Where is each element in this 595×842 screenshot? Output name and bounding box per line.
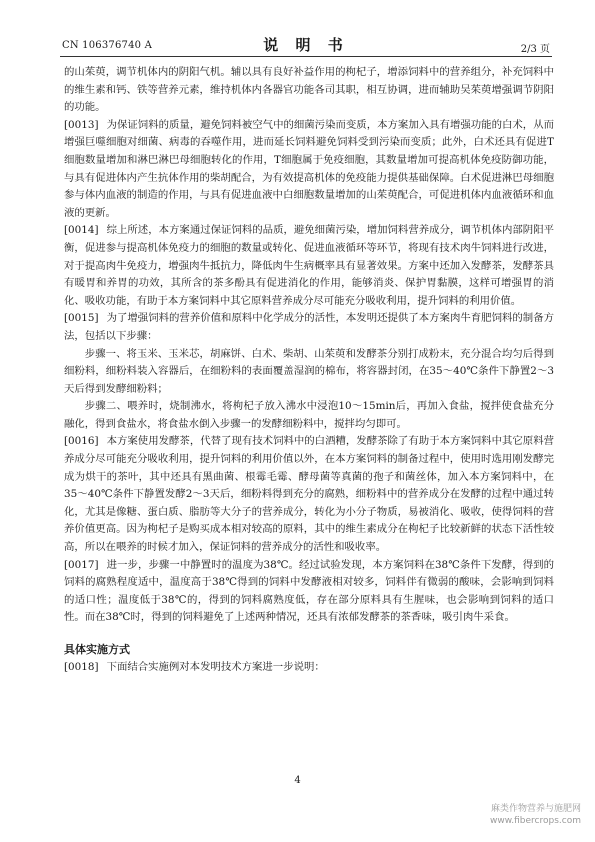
paragraph-number: [0016] — [64, 435, 99, 448]
paragraph-number: [0013] — [64, 118, 99, 131]
paragraph-text: 进一步，步骤一中静置时的温度为38℃。经过试验发现，本方案饲料在38℃条件下发酵，得到的饲料的腐熟程度适中，温度高于38℃得到的饲料中发酵液相对较多，饲料伴有微弱的酸味，会影响到饲料的适口性；温度低于38℃的，得到的饲料腐熟度低，存在部分原料具有生腥味，也会影响到饲料的适口性。而在38℃时，得到的饲料避免了上述两种情况，还具有浓郁发酵茶的茶香味，吸引肉牛采食。 — [64, 558, 554, 624]
watermark-site-name: 麻类作物营养与施肥网 — [490, 804, 581, 814]
paragraph-number: [0017] — [64, 558, 99, 571]
section-heading: 具体实施方式 — [64, 643, 130, 656]
paragraph-0013 — [64, 117, 554, 223]
paragraph-number: [0018] — [64, 661, 99, 673]
watermark-url: www.fibercrops.com — [490, 816, 581, 826]
document-body — [64, 64, 554, 677]
document-title: 说 明 书 — [263, 36, 349, 54]
publication-number: CN 106376740 A — [62, 40, 153, 51]
step-one: 步骤一、将玉米、玉米芯，胡麻饼、白术、柴胡、山茱萸和发酵茶分别打成粉末，充分混合均匀后得到细粉料，细粉料装入容器后，在细粉料的表面覆盖湿润的棉布，将容器封闭，在35～40℃条件下静置2～3天后得到发酵细粉料； — [64, 347, 554, 395]
step-two: 步骤二、喂养时，烧制沸水，将枸杞子放入沸水中浸泡10～15min后，再加入食盐，搅拌使食盐充分融化，得到食盐水，将食盐水倒入步骤一的发酵细粉料中，搅拌均匀即可。 — [64, 400, 554, 430]
page-indicator: 2/3 页 — [520, 44, 550, 55]
paragraph-0017 — [64, 557, 554, 627]
paragraph-text: 综上所述，本方案通过保证饲料的品质，避免细菌污染，增加饲料营养成分，调节机体内部阴阳平衡，促进参与提高机体免疫力的细胞的数量或转化、促进血液循环等环节，将现有技术肉牛饲料进行改进，对于提高肉牛免疫力，增强肉牛抵抗力，降低肉牛生病概率具有显著效果。方案中还加入发酵茶，发酵茶具有暖胃和养胃的功效，其所含的茶多酚具有促进消化的作用，能够消炎、保护胃黏膜，这样可增强胃的消化、吸收功能，有助于本方案饲料中其它原料营养成分尽可能充分吸收利用，提升饲料的利用价值。 — [64, 224, 554, 307]
watermark — [490, 803, 581, 827]
paragraph-text: 下面结合实施例对本发明技术方案进一步说明： — [106, 661, 325, 673]
paragraph-0016 — [64, 433, 554, 556]
paragraph-text: 为保证饲料的质量，避免饲料被空气中的细菌污染而变质，本方案加入具有增强功能的白术，从而增强巨噬细胞对细菌、病毒的吞噬作用，进而延长饲料避免饲料受到污染而变质；此外，白术还具有促进T细胞数量增加和淋巴淋巴母细胞转化的作用，T细胞属于免疫细胞，其数量增加可提高机体免疫防御功能，与具有促进体内产生抗体作用的柴胡配合，为有效提高机体的免疫能力提供基础保障。白术促进淋巴母细胞参与体内血液的制造的作用，与具有促进血液中白细胞数量增加的山茱萸配合，可促进机体内血液循环和血液的更新。 — [64, 118, 554, 219]
page-number: 4 — [294, 775, 301, 786]
paragraph-text: 为了增强饲料的营养价值和原料中化学成分的活性，本发明还提供了本方案肉牛育肥饲料的制备方法，包括以下步骤： — [64, 312, 554, 342]
paragraph-0018 — [64, 659, 554, 677]
header-rule — [60, 56, 552, 57]
paragraph-text: 本方案使用发酵茶，代替了现有技术饲料中的白酒糟，发酵茶除了有助于本方案饲料中其它原料营养成分尽可能充分吸收利用，提升饲料的利用价值以外，在本方案饲料的制备过程中，使用时选用刚发酵完成为烘干的茶叶，其中还具有黑曲菌、根霉毛霉、酵母菌等真菌的孢子和菌丝体，加入本方案饲料中，在35～40℃条件下静置发酵2～3天后，细粉料得到充分的腐熟，细粉料中的营养成分在发酵的过程中通过转化，尤其是像糖、蛋白质、脂肪等大分子的营养成分，转化为小分子物质，易被消化、吸收，使得饲料的营养价值更高。因为枸杞子是购买成本相对较高的原料，其中的维生素成分在枸杞子比较新鲜的状态下活性较高，所以在喂养的时候才加入，保证饲料的营养成分的活性和吸收率。 — [64, 435, 554, 554]
page-header — [62, 34, 550, 54]
paragraph-number: [0014] — [64, 224, 99, 237]
paragraph-number: [0015] — [64, 312, 99, 325]
paragraph-0015 — [64, 310, 554, 345]
paragraph-0014 — [64, 222, 554, 310]
continuation-text: 的山茱萸，调节机体内的阴阳气机。辅以具有良好补益作用的枸杞子，增添饲料中的营养组分，补充饲料中的维生素和钙、铁等营养元素，维持机体内各器官功能各司其职，相互协调，进而辅助吴茱萸增强调节阴阳的功能。 — [64, 66, 554, 114]
